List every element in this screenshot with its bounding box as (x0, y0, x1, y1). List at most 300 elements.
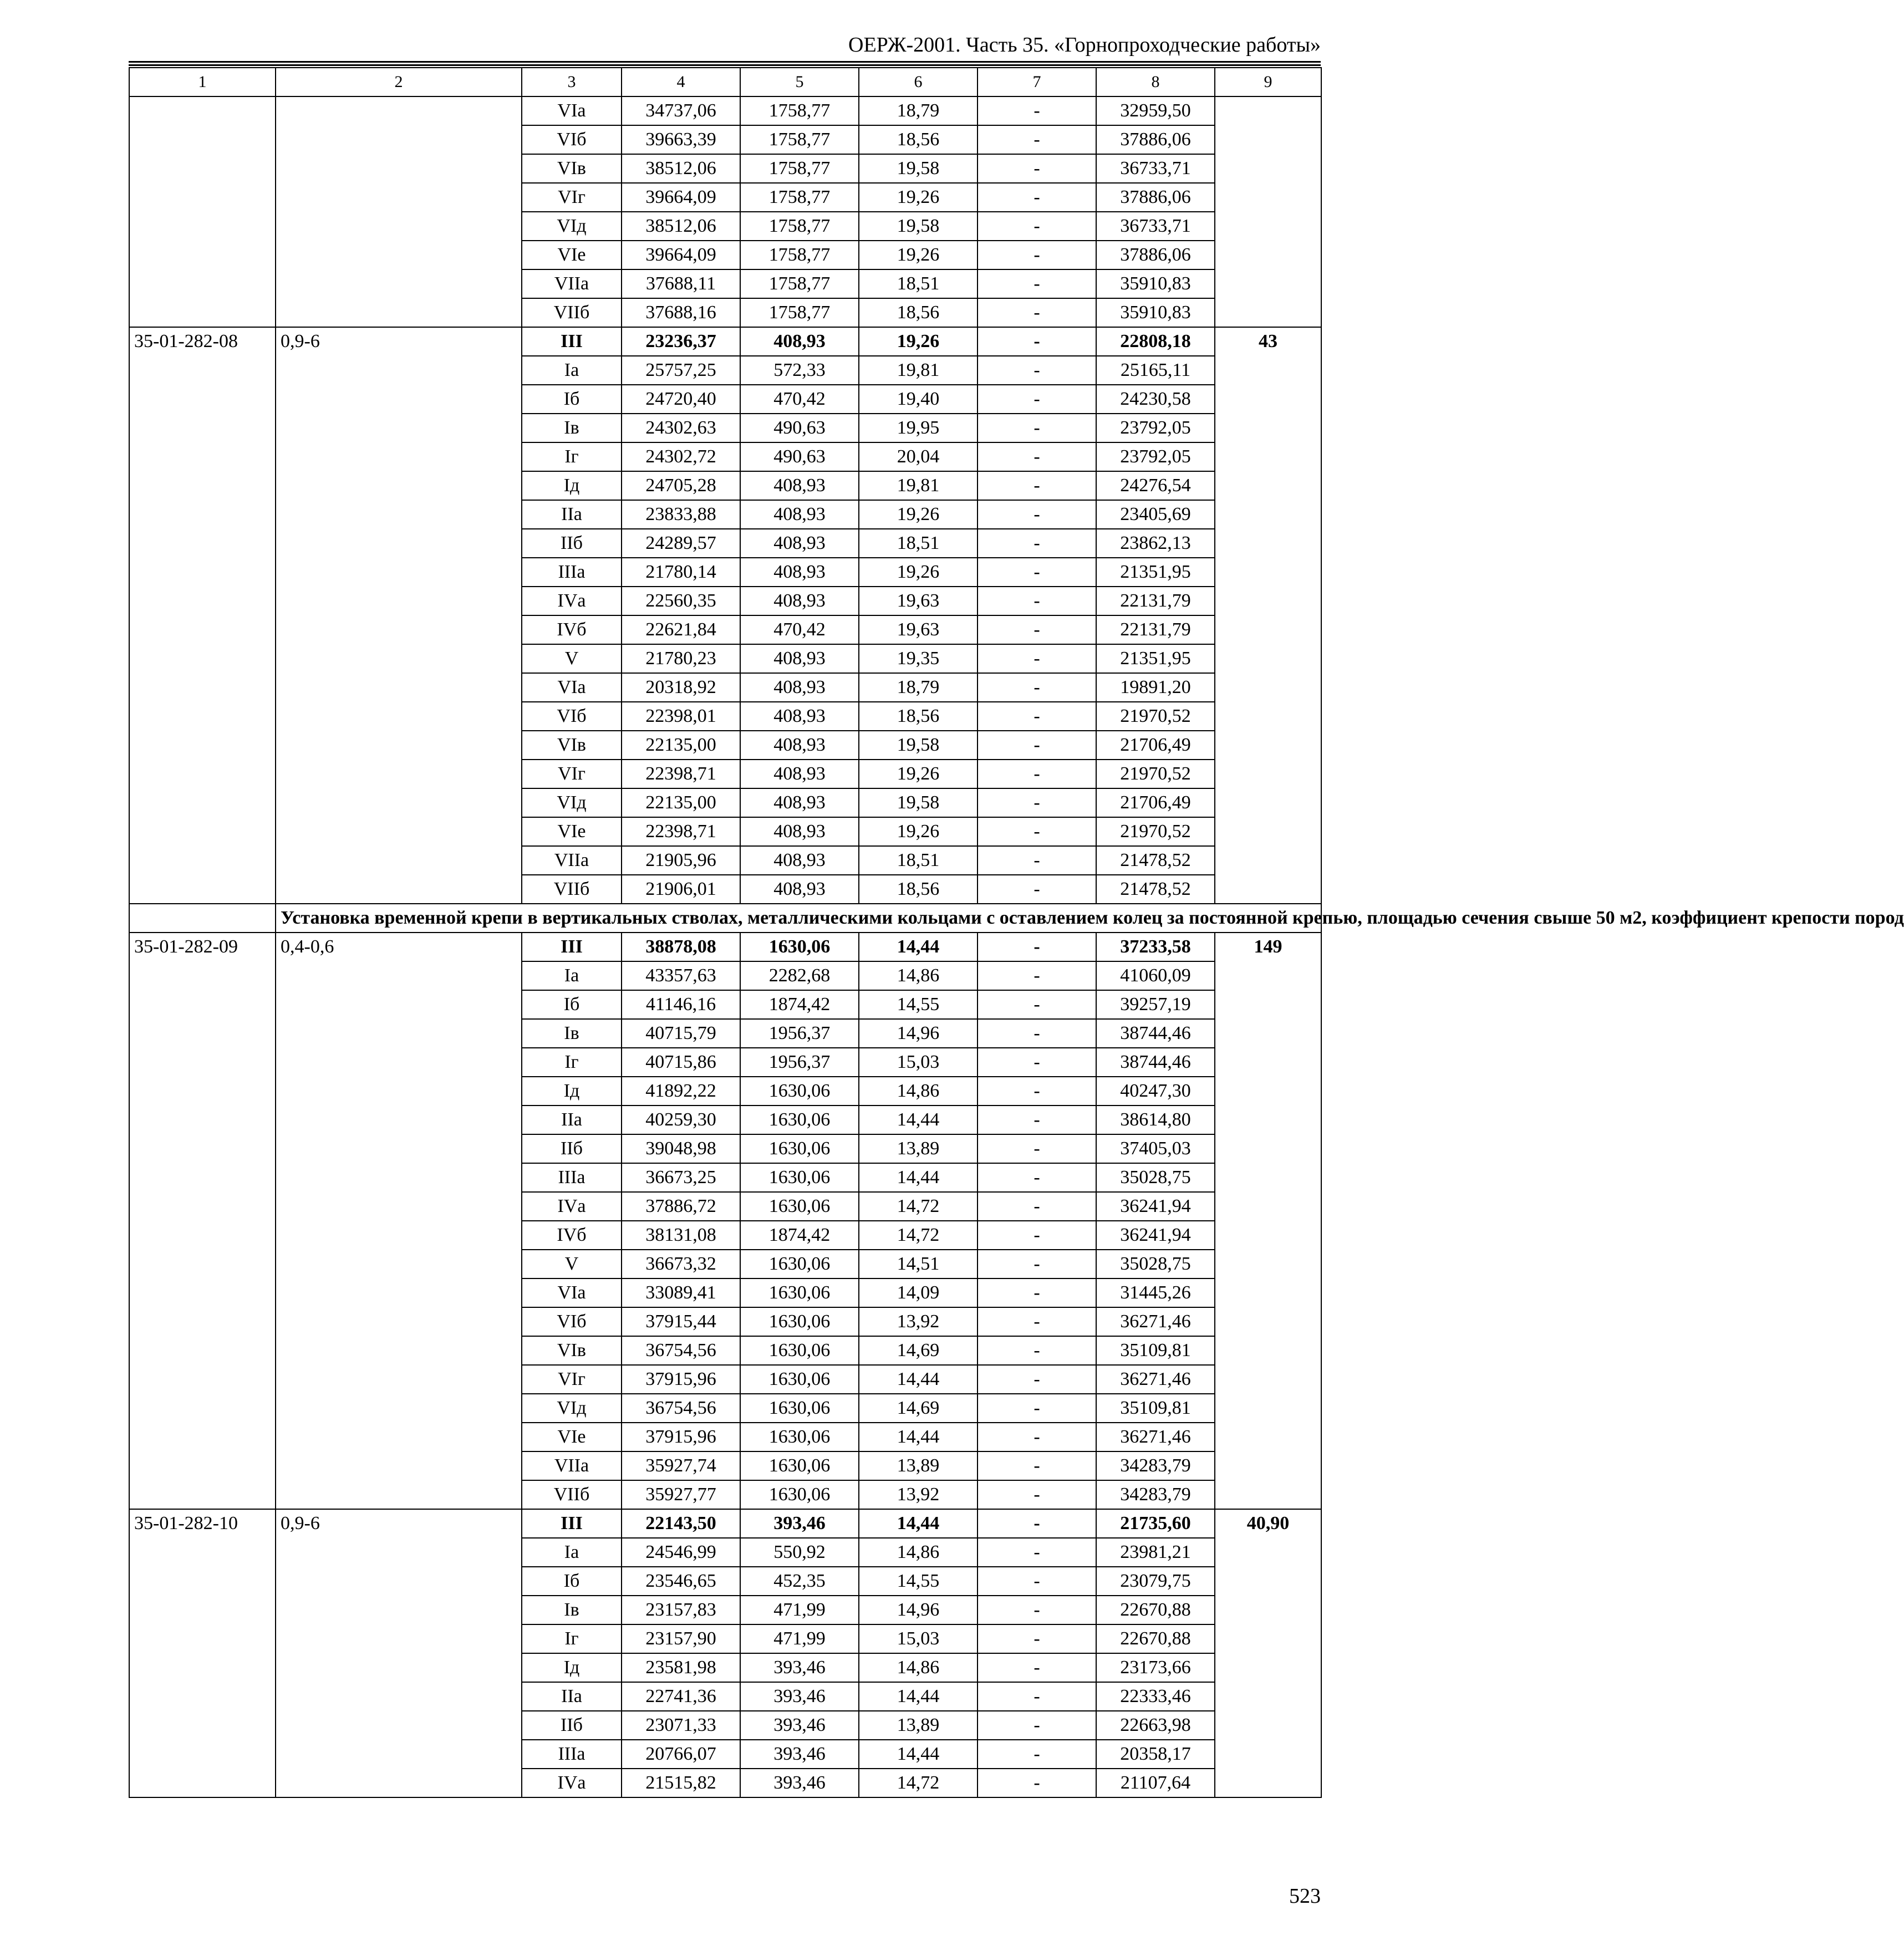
category: IVб (522, 1221, 622, 1250)
category: VIа (522, 673, 622, 702)
total-cost: 40715,79 (622, 1019, 740, 1048)
total-cost: 25757,25 (622, 356, 740, 385)
machine-cost: 18,79 (859, 96, 978, 125)
labor-cost: 408,93 (740, 558, 859, 587)
machine-cost: 14,44 (859, 1106, 978, 1134)
total-cost: 24289,57 (622, 529, 740, 558)
total-cost: 22560,35 (622, 587, 740, 615)
materials-cost: 21351,95 (1096, 558, 1215, 587)
machine-cost: 19,26 (859, 241, 978, 269)
header-rule (129, 61, 1321, 63)
machine-cost: 19,95 (859, 414, 978, 442)
labor-hours: 149 (1215, 933, 1321, 1509)
materials-cost: 21970,52 (1096, 702, 1215, 731)
labor-hours: 43 (1215, 327, 1321, 904)
materials-cost: 22333,46 (1096, 1682, 1215, 1711)
labor-cost: 1956,37 (740, 1048, 859, 1077)
category: VIе (522, 1423, 622, 1451)
materials-cost: 35910,83 (1096, 298, 1215, 327)
colnum: 4 (622, 68, 740, 96)
materials-cost: 35109,81 (1096, 1394, 1215, 1423)
labor-cost: 1758,77 (740, 241, 859, 269)
materials-cost: 35028,75 (1096, 1250, 1215, 1278)
machinist-cost: - (978, 933, 1096, 961)
total-cost: 40259,30 (622, 1106, 740, 1134)
category: Iб (522, 990, 622, 1019)
colnum: 3 (522, 68, 622, 96)
machinist-cost: - (978, 961, 1096, 990)
materials-cost: 37233,58 (1096, 933, 1215, 961)
labor-cost: 490,63 (740, 442, 859, 471)
table-row (129, 1509, 1321, 1538)
page-number: 523 (1289, 1884, 1321, 1908)
total-cost: 36754,56 (622, 1336, 740, 1365)
total-cost: 21780,14 (622, 558, 740, 587)
machinist-cost: - (978, 1769, 1096, 1797)
machine-cost: 13,92 (859, 1480, 978, 1509)
machine-cost: 19,26 (859, 500, 978, 529)
section-title: Установка временной крепи в вертикальных стволах, металлическими кольцами с оставлением колец за постоянной крепью, площадью сечения свыше 50 м2, коэффициент крепости пород (276, 904, 1321, 933)
total-cost: 24302,72 (622, 442, 740, 471)
total-cost: 23581,98 (622, 1653, 740, 1682)
machinist-cost: - (978, 875, 1096, 904)
category: III (522, 933, 622, 961)
labor-cost: 1630,06 (740, 1278, 859, 1307)
machinist-cost: - (978, 1596, 1096, 1624)
category: Iд (522, 1653, 622, 1682)
materials-cost: 23981,21 (1096, 1538, 1215, 1567)
total-cost: 40715,86 (622, 1048, 740, 1077)
category: VIд (522, 1394, 622, 1423)
machine-cost: 14,72 (859, 1769, 978, 1797)
machine-cost: 14,96 (859, 1019, 978, 1048)
labor-cost: 471,99 (740, 1624, 859, 1653)
rock-hardness-range: 0,9-6 (276, 327, 522, 904)
machine-cost: 19,26 (859, 327, 978, 356)
labor-cost: 408,93 (740, 644, 859, 673)
machinist-cost: - (978, 587, 1096, 615)
materials-cost: 21706,49 (1096, 788, 1215, 817)
materials-cost: 23792,05 (1096, 442, 1215, 471)
materials-cost: 22131,79 (1096, 615, 1215, 644)
machinist-cost: - (978, 846, 1096, 875)
materials-cost: 34283,79 (1096, 1451, 1215, 1480)
labor-cost: 1630,06 (740, 1077, 859, 1106)
labor-cost: 1630,06 (740, 1336, 859, 1365)
machine-cost: 14,44 (859, 1365, 978, 1394)
labor-hours (1215, 96, 1321, 327)
total-cost: 41892,22 (622, 1077, 740, 1106)
total-cost: 37886,72 (622, 1192, 740, 1221)
materials-cost: 21970,52 (1096, 817, 1215, 846)
materials-cost: 24230,58 (1096, 385, 1215, 414)
total-cost: 37915,44 (622, 1307, 740, 1336)
machinist-cost: - (978, 500, 1096, 529)
column-number-row (129, 68, 1321, 96)
materials-cost: 20358,17 (1096, 1740, 1215, 1769)
total-cost: 38878,08 (622, 933, 740, 961)
total-cost: 23157,90 (622, 1624, 740, 1653)
labor-cost: 408,93 (740, 327, 859, 356)
machinist-cost: - (978, 1250, 1096, 1278)
category: IIб (522, 1711, 622, 1740)
category: Iа (522, 356, 622, 385)
category: Iа (522, 961, 622, 990)
labor-cost: 1630,06 (740, 1365, 859, 1394)
category: VIб (522, 1307, 622, 1336)
category: IVа (522, 1192, 622, 1221)
total-cost: 24720,40 (622, 385, 740, 414)
labor-cost: 1874,42 (740, 990, 859, 1019)
category: Iв (522, 1019, 622, 1048)
machinist-cost: - (978, 125, 1096, 154)
category: VIв (522, 1336, 622, 1365)
machine-cost: 18,51 (859, 269, 978, 298)
machine-cost: 20,04 (859, 442, 978, 471)
machinist-cost: - (978, 1019, 1096, 1048)
materials-cost: 41060,09 (1096, 961, 1215, 990)
category: IIб (522, 529, 622, 558)
machine-cost: 14,51 (859, 1250, 978, 1278)
machinist-cost: - (978, 1451, 1096, 1480)
machinist-cost: - (978, 96, 1096, 125)
total-cost: 23071,33 (622, 1711, 740, 1740)
materials-cost: 23079,75 (1096, 1567, 1215, 1596)
total-cost: 35927,74 (622, 1451, 740, 1480)
total-cost: 43357,63 (622, 961, 740, 990)
machinist-cost: - (978, 385, 1096, 414)
total-cost: 36673,32 (622, 1250, 740, 1278)
total-cost: 37915,96 (622, 1365, 740, 1394)
category: IIа (522, 1682, 622, 1711)
total-cost: 22143,50 (622, 1509, 740, 1538)
rock-hardness-range: 0,4-0,6 (276, 933, 522, 1509)
machine-cost: 14,44 (859, 1740, 978, 1769)
machine-cost: 14,44 (859, 1509, 978, 1538)
machinist-cost: - (978, 212, 1096, 241)
labor-cost: 1758,77 (740, 183, 859, 212)
materials-cost: 21478,52 (1096, 875, 1215, 904)
materials-cost: 21706,49 (1096, 731, 1215, 760)
total-cost: 38512,06 (622, 154, 740, 183)
machine-cost: 14,86 (859, 961, 978, 990)
labor-cost: 393,46 (740, 1653, 859, 1682)
category: V (522, 644, 622, 673)
machinist-cost: - (978, 788, 1096, 817)
machine-cost: 19,58 (859, 212, 978, 241)
category: Iа (522, 1538, 622, 1567)
materials-cost: 36271,46 (1096, 1307, 1215, 1336)
table-row (129, 327, 1321, 356)
materials-cost: 36241,94 (1096, 1221, 1215, 1250)
category: IIIа (522, 558, 622, 587)
category: IIб (522, 1134, 622, 1163)
machine-cost: 19,26 (859, 817, 978, 846)
materials-cost: 22131,79 (1096, 587, 1215, 615)
labor-cost: 408,93 (740, 529, 859, 558)
machine-cost: 19,63 (859, 615, 978, 644)
category: Iг (522, 1624, 622, 1653)
materials-cost: 40247,30 (1096, 1077, 1215, 1106)
total-cost: 36754,56 (622, 1394, 740, 1423)
colnum: 7 (978, 68, 1096, 96)
labor-cost: 452,35 (740, 1567, 859, 1596)
machinist-cost: - (978, 760, 1096, 788)
total-cost: 21515,82 (622, 1769, 740, 1797)
machinist-cost: - (978, 241, 1096, 269)
category: IVа (522, 1769, 622, 1797)
machinist-cost: - (978, 442, 1096, 471)
machinist-cost: - (978, 1740, 1096, 1769)
labor-cost: 471,99 (740, 1596, 859, 1624)
labor-cost: 408,93 (740, 788, 859, 817)
machinist-cost: - (978, 702, 1096, 731)
total-cost: 23157,83 (622, 1596, 740, 1624)
total-cost: 36673,25 (622, 1163, 740, 1192)
machine-cost: 15,03 (859, 1048, 978, 1077)
machinist-cost: - (978, 298, 1096, 327)
machine-cost: 19,26 (859, 760, 978, 788)
machinist-cost: - (978, 1653, 1096, 1682)
materials-cost: 21478,52 (1096, 846, 1215, 875)
labor-cost: 1874,42 (740, 1221, 859, 1250)
machine-cost: 13,89 (859, 1134, 978, 1163)
category: VIа (522, 1278, 622, 1307)
labor-cost: 408,93 (740, 673, 859, 702)
machine-cost: 18,56 (859, 125, 978, 154)
machine-cost: 14,44 (859, 1423, 978, 1451)
page-header: ОЕРЖ-2001. Часть 35. «Горнопроходческие работы» (848, 33, 1321, 57)
machine-cost: 19,63 (859, 587, 978, 615)
materials-cost: 22808,18 (1096, 327, 1215, 356)
labor-hours: 40,90 (1215, 1509, 1321, 1797)
machinist-cost: - (978, 1192, 1096, 1221)
materials-cost: 37886,06 (1096, 183, 1215, 212)
materials-cost: 34283,79 (1096, 1480, 1215, 1509)
materials-cost: 21351,95 (1096, 644, 1215, 673)
labor-cost: 1758,77 (740, 212, 859, 241)
labor-cost: 490,63 (740, 414, 859, 442)
labor-cost: 408,93 (740, 471, 859, 500)
total-cost: 39664,09 (622, 183, 740, 212)
rate-code: 35-01-282-10 (129, 1509, 276, 1797)
machinist-cost: - (978, 1106, 1096, 1134)
machinist-cost: - (978, 1278, 1096, 1307)
total-cost: 24546,99 (622, 1538, 740, 1567)
machinist-cost: - (978, 471, 1096, 500)
materials-cost: 37405,03 (1096, 1134, 1215, 1163)
machine-cost: 19,81 (859, 471, 978, 500)
machinist-cost: - (978, 1365, 1096, 1394)
category: VIIб (522, 875, 622, 904)
materials-cost: 21107,64 (1096, 1769, 1215, 1797)
total-cost: 23833,88 (622, 500, 740, 529)
section-heading-row (129, 904, 1321, 933)
category: Iб (522, 385, 622, 414)
category: VIг (522, 1365, 622, 1394)
machinist-cost: - (978, 1567, 1096, 1596)
machinist-cost: - (978, 529, 1096, 558)
total-cost: 21905,96 (622, 846, 740, 875)
colnum: 8 (1096, 68, 1215, 96)
materials-cost: 36271,46 (1096, 1365, 1215, 1394)
labor-cost: 393,46 (740, 1711, 859, 1740)
machine-cost: 14,55 (859, 990, 978, 1019)
labor-cost: 1630,06 (740, 933, 859, 961)
labor-cost: 1758,77 (740, 154, 859, 183)
labor-cost: 408,93 (740, 875, 859, 904)
rock-hardness-range (276, 96, 522, 327)
machine-cost: 14,09 (859, 1278, 978, 1307)
colnum: 2 (276, 68, 522, 96)
machinist-cost: - (978, 644, 1096, 673)
machine-cost: 19,26 (859, 558, 978, 587)
labor-cost: 408,93 (740, 846, 859, 875)
materials-cost: 35109,81 (1096, 1336, 1215, 1365)
category: Iд (522, 1077, 622, 1106)
category: VIIа (522, 846, 622, 875)
machinist-cost: - (978, 1307, 1096, 1336)
total-cost: 24302,63 (622, 414, 740, 442)
machine-cost: 18,56 (859, 702, 978, 731)
materials-cost: 35028,75 (1096, 1163, 1215, 1192)
total-cost: 39663,39 (622, 125, 740, 154)
total-cost: 22741,36 (622, 1682, 740, 1711)
machine-cost: 14,86 (859, 1653, 978, 1682)
materials-cost: 19891,20 (1096, 673, 1215, 702)
category: VIа (522, 96, 622, 125)
labor-cost: 408,93 (740, 731, 859, 760)
labor-cost: 1630,06 (740, 1192, 859, 1221)
total-cost: 33089,41 (622, 1278, 740, 1307)
materials-cost: 22663,98 (1096, 1711, 1215, 1740)
category: Iг (522, 1048, 622, 1077)
labor-cost: 1630,06 (740, 1394, 859, 1423)
labor-cost: 1630,06 (740, 1134, 859, 1163)
machinist-cost: - (978, 990, 1096, 1019)
total-cost: 38512,06 (622, 212, 740, 241)
machine-cost: 18,56 (859, 298, 978, 327)
machinist-cost: - (978, 1624, 1096, 1653)
labor-cost: 572,33 (740, 356, 859, 385)
category: Iв (522, 1596, 622, 1624)
labor-cost: 1630,06 (740, 1423, 859, 1451)
materials-cost: 38744,46 (1096, 1048, 1215, 1077)
machinist-cost: - (978, 356, 1096, 385)
total-cost: 22398,71 (622, 817, 740, 846)
machine-cost: 19,58 (859, 731, 978, 760)
labor-cost: 408,93 (740, 500, 859, 529)
machine-cost: 14,86 (859, 1538, 978, 1567)
machinist-cost: - (978, 269, 1096, 298)
total-cost: 22398,71 (622, 760, 740, 788)
machine-cost: 19,35 (859, 644, 978, 673)
labor-cost: 1758,77 (740, 269, 859, 298)
category: VIв (522, 154, 622, 183)
total-cost: 37915,96 (622, 1423, 740, 1451)
total-cost: 20766,07 (622, 1740, 740, 1769)
total-cost: 37688,16 (622, 298, 740, 327)
machine-cost: 14,55 (859, 1567, 978, 1596)
machinist-cost: - (978, 673, 1096, 702)
labor-cost: 408,93 (740, 587, 859, 615)
machinist-cost: - (978, 1509, 1096, 1538)
machine-cost: 19,26 (859, 183, 978, 212)
materials-cost: 37886,06 (1096, 125, 1215, 154)
labor-cost: 1630,06 (740, 1163, 859, 1192)
rate-code: 35-01-282-09 (129, 933, 276, 1509)
rates-table (129, 67, 1904, 1798)
rate-code (129, 96, 276, 327)
machinist-cost: - (978, 1336, 1096, 1365)
labor-cost: 1630,06 (740, 1307, 859, 1336)
category: VIIа (522, 269, 622, 298)
materials-cost: 38614,80 (1096, 1106, 1215, 1134)
colnum: 1 (129, 68, 276, 96)
category: Iб (522, 1567, 622, 1596)
materials-cost: 39257,19 (1096, 990, 1215, 1019)
machinist-cost: - (978, 1538, 1096, 1567)
category: VIв (522, 731, 622, 760)
labor-cost: 1758,77 (740, 96, 859, 125)
total-cost: 34737,06 (622, 96, 740, 125)
machine-cost: 18,56 (859, 875, 978, 904)
category: VIд (522, 212, 622, 241)
materials-cost: 36271,46 (1096, 1423, 1215, 1451)
category: IVб (522, 615, 622, 644)
category: III (522, 1509, 622, 1538)
labor-cost: 1758,77 (740, 298, 859, 327)
machine-cost: 14,96 (859, 1596, 978, 1624)
machine-cost: 18,51 (859, 846, 978, 875)
labor-cost: 1630,06 (740, 1451, 859, 1480)
total-cost: 22398,01 (622, 702, 740, 731)
category: III (522, 327, 622, 356)
category: VIд (522, 788, 622, 817)
category: VIIа (522, 1451, 622, 1480)
rock-hardness-range: 0,9-6 (276, 1509, 522, 1797)
machine-cost: 14,72 (859, 1192, 978, 1221)
category: VIг (522, 183, 622, 212)
category: VIг (522, 760, 622, 788)
machine-cost: 14,44 (859, 1163, 978, 1192)
category: VIе (522, 241, 622, 269)
materials-cost: 21735,60 (1096, 1509, 1215, 1538)
labor-cost: 1630,06 (740, 1106, 859, 1134)
machinist-cost: - (978, 731, 1096, 760)
machine-cost: 14,44 (859, 933, 978, 961)
labor-cost: 393,46 (740, 1682, 859, 1711)
materials-cost: 35910,83 (1096, 269, 1215, 298)
category: VIIб (522, 298, 622, 327)
machinist-cost: - (978, 1682, 1096, 1711)
materials-cost: 38744,46 (1096, 1019, 1215, 1048)
category: Iд (522, 471, 622, 500)
machine-cost: 15,03 (859, 1624, 978, 1653)
rate-code: 35-01-282-08 (129, 327, 276, 904)
machine-cost: 13,89 (859, 1711, 978, 1740)
machinist-cost: - (978, 1077, 1096, 1106)
category: IIIа (522, 1163, 622, 1192)
labor-cost: 408,93 (740, 702, 859, 731)
materials-cost: 21970,52 (1096, 760, 1215, 788)
machinist-cost: - (978, 327, 1096, 356)
machinist-cost: - (978, 1134, 1096, 1163)
machinist-cost: - (978, 1048, 1096, 1077)
materials-cost: 23173,66 (1096, 1653, 1215, 1682)
machine-cost: 19,58 (859, 154, 978, 183)
labor-cost: 1956,37 (740, 1019, 859, 1048)
